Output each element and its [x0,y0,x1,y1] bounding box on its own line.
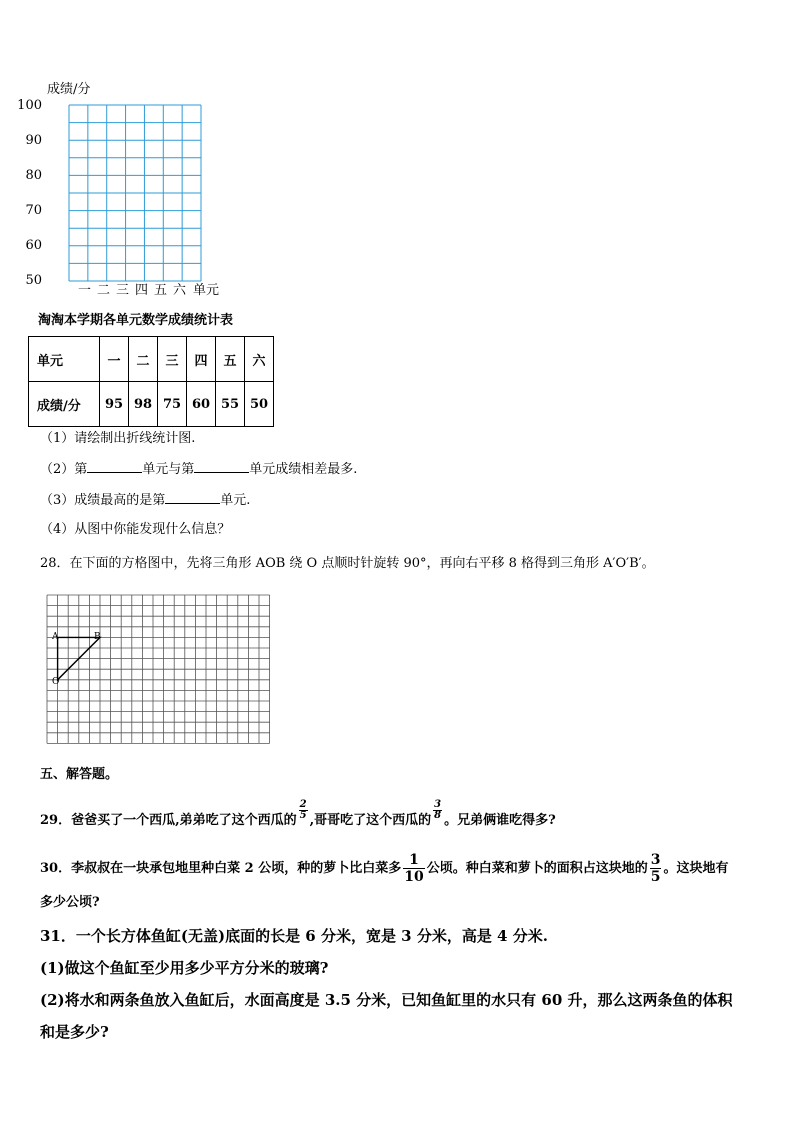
q27-sub3 [40,491,250,510]
q29-text: 29．爸爸买了一个西瓜,弟弟吃了这个西瓜的 [40,813,297,828]
chart-grid[interactable] [68,104,202,282]
x-axis-label: 单元 [193,283,220,298]
score-table [28,336,274,427]
x-tick-label: 一 [78,283,92,298]
x-tick-label: 六 [173,283,187,298]
y-tick-label: 70 [25,203,42,218]
q29 [40,800,556,830]
unit-cell: 六 [245,337,274,382]
unit-cell: 二 [129,337,158,382]
q27-sub3-text: （3）成绩最高的是第 [40,493,166,508]
point-b-label: B [94,632,101,642]
q29-text: 。兄弟俩谁吃得多? [444,813,556,828]
answer-blank[interactable] [87,460,142,473]
x-tick-label: 五 [154,283,168,298]
fraction: $\frac{1}{10}$ [404,852,424,885]
table-row [29,337,274,382]
fraction: $\frac{3}{8}$ [434,799,442,821]
chart-y-axis-label: 成绩/分 [47,82,91,97]
row-header: 单元 [29,337,100,382]
unit-cell: 四 [187,337,216,382]
table-row [29,382,274,427]
x-tick-label: 三 [116,283,130,298]
q30-text: 30．李叔叔在一块承包地里种白菜 2 公顷，种的萝卜比白菜多 [40,861,402,876]
unit-cell: 三 [158,337,187,382]
unit-cell: 一 [100,337,129,382]
q30-text: 公顷。种白菜和萝卜的面积占这块地的 [426,861,648,876]
q27-sub2 [40,460,357,479]
table-title: 淘淘本学期各单元数学成绩统计表 [38,313,234,328]
score-cell: 50 [245,382,274,427]
y-tick-label: 80 [25,168,42,183]
x-tick-label: 二 [97,283,111,298]
q29-text: ,哥哥吃了这个西瓜的 [309,813,432,828]
chart-y-ticks [14,98,46,290]
score-cell: 98 [129,382,158,427]
score-cell: 55 [216,382,245,427]
section-title: 五、解答题。 [40,767,119,782]
answer-blank[interactable] [165,491,220,504]
q30-line1 [40,852,728,885]
q30-text: 。这块地有 [663,861,729,876]
q27-sub2-text: 单元与第 [142,462,195,477]
y-tick-label: 100 [17,98,42,113]
point-a-label: A [52,632,59,642]
unit-cell: 五 [216,337,245,382]
q30-line2: 多少公顷? [40,895,100,910]
q31-line1: 31．一个长方体鱼缸(无盖)底面的长是 6 分米，宽是 3 分米，高是 4 分米. [40,927,548,945]
x-tick-label: 四 [135,283,149,298]
row-header: 成绩/分 [29,382,100,427]
q27-sub3-text: 单元. [220,493,251,508]
y-tick-label: 60 [25,238,42,253]
q28-grid[interactable] [46,594,270,748]
q27-sub2-text: （2）第 [40,462,88,477]
q27-sub1: （1）请绘制出折线统计图. [40,431,196,446]
q27-sub4: （4）从图中你能发现什么信息？ [40,522,231,537]
fraction: $\frac{2}{5}$ [299,799,307,821]
q27-sub2-text: 单元成绩相差最多. [249,462,358,477]
fraction: $\frac{3}{5}$ [650,852,661,885]
y-tick-label: 50 [25,273,42,288]
q28-text: 28．在下面的方格图中，先将三角形 AOB 绕 O 点顺时针旋转 90°，再向右平移 8 格得到三角形 A′O′B′。 [40,556,655,571]
q31-line3: (2)将水和两条鱼放入鱼缸后，水面高度是 3.5 分米，已知鱼缸里的水只有 60 升，那么这两条鱼的体积 [40,991,733,1009]
chart-x-axis [74,282,224,300]
q31-line4: 和是多少? [40,1023,109,1041]
score-cell: 60 [187,382,216,427]
score-cell: 75 [158,382,187,427]
q31-line2: (1)做这个鱼缸至少用多少平方分米的玻璃? [40,959,329,977]
point-o-label: O [52,677,60,687]
answer-blank[interactable] [194,460,249,473]
score-cell: 95 [100,382,129,427]
y-tick-label: 90 [25,133,42,148]
